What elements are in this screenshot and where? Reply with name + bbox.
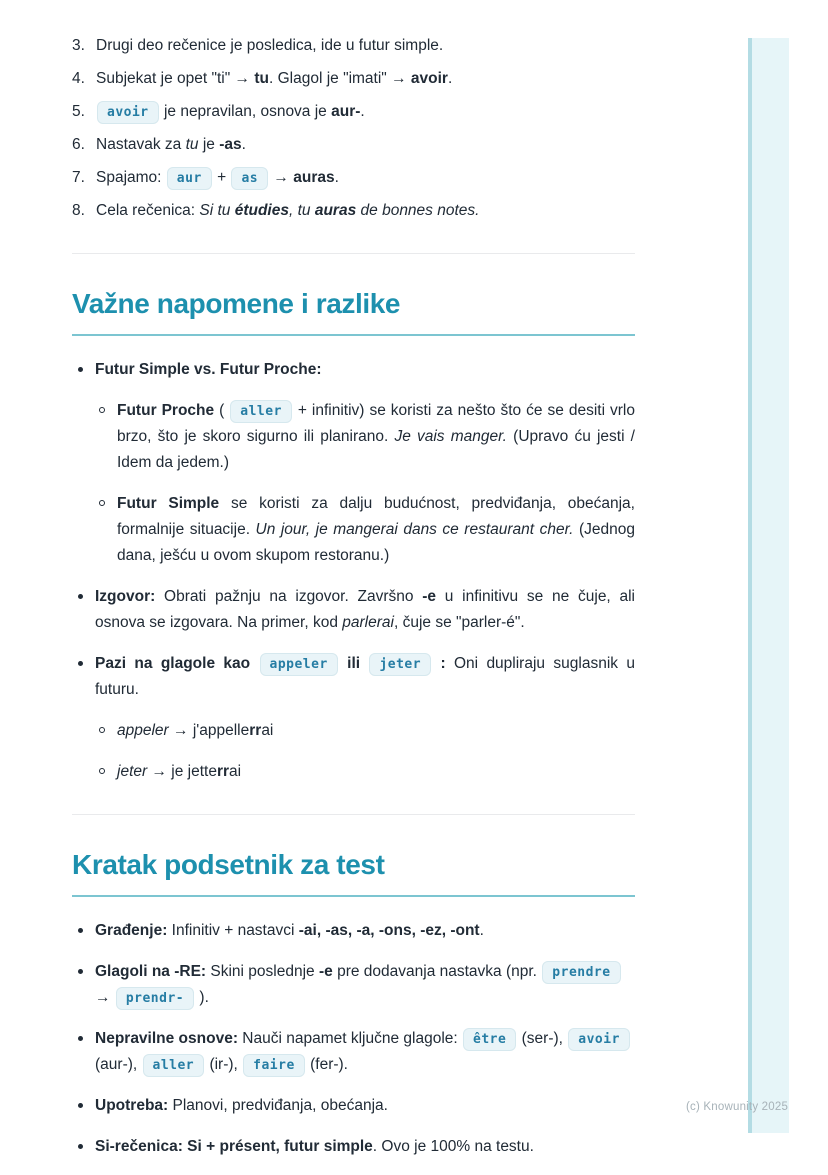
list-item-text: [95, 584, 635, 636]
text-segment: se koristi za dalju budućnost, predviđanja, obećanja, formalnije situacije.: [117, 495, 635, 538]
nested-bullet-item: [95, 398, 635, 476]
text-segment: .: [334, 169, 339, 186]
text-segment: → je jette: [147, 763, 217, 780]
list-item-text: [117, 759, 635, 785]
nested-bullet-item: [95, 759, 635, 785]
text-segment: , tu: [288, 202, 315, 219]
inline-code-chip: avoir: [97, 101, 159, 124]
bullet-item: [72, 959, 635, 1011]
inline-code-chip: appeler: [260, 653, 338, 676]
text-segment: Skini poslednje: [206, 963, 319, 980]
text-segment: .: [479, 922, 484, 939]
text-segment: (fer-).: [305, 1056, 348, 1073]
text-segment: je: [198, 136, 220, 153]
text-segment: pre dodavanja nastavka (npr.: [332, 963, 542, 980]
text-segment: rr: [249, 722, 262, 739]
text-segment: ili: [347, 655, 361, 672]
text-segment: Drugi deo rečenice je posledica, ide u futur simple.: [96, 37, 444, 54]
text-segment: Cela rečenica:: [96, 202, 200, 219]
text-segment: -ai, -as, -a, -ons, -ez, -ont: [298, 922, 480, 939]
right-accent-bar: [748, 38, 789, 1133]
text-segment: .: [360, 103, 365, 120]
text-segment: rr: [216, 763, 230, 780]
bullet-list-podsetnik: [72, 918, 635, 1160]
section-podsetnik: [72, 848, 635, 1160]
list-item-text: [95, 1093, 635, 1119]
text-segment: (aur-),: [95, 1056, 142, 1073]
text-segment: Futur Simple vs. Futur Proche:: [95, 361, 322, 378]
text-segment: Planovi, predviđanja, obećanja.: [168, 1097, 388, 1114]
text-segment: (: [214, 402, 230, 419]
section-napomene: [72, 287, 635, 785]
text-segment: Futur Proche: [117, 402, 215, 419]
numbered-list-item: [72, 66, 635, 92]
text-segment: Glagoli na -RE:: [95, 963, 207, 980]
text-segment: appeler: [117, 722, 169, 739]
text-segment: Nepravilne osnove:: [95, 1030, 238, 1047]
bullet-item: [72, 1093, 635, 1119]
text-segment: ai: [261, 722, 274, 739]
text-segment: de bonnes notes.: [356, 202, 480, 219]
text-segment: →: [95, 989, 115, 1006]
bullet-item: [72, 1026, 635, 1078]
text-segment: , čuje se "parler-é".: [393, 614, 525, 631]
watermark: (c) Knowunity 2025: [686, 1101, 789, 1113]
text-segment: tu: [254, 70, 269, 87]
bullet-item: [72, 918, 635, 944]
inline-code-chip: as: [231, 167, 268, 190]
text-segment: Upotreba:: [95, 1097, 169, 1114]
text-segment: Spajamo:: [96, 169, 166, 186]
text-segment: parlerai: [342, 614, 394, 631]
numbered-list-item: [72, 165, 635, 191]
list-item-text: [96, 99, 635, 125]
text-segment: -e: [318, 963, 333, 980]
list-item-text: [96, 165, 635, 191]
section-title-podsetnik: Kratak podsetnik za test: [72, 848, 635, 897]
list-item-text: [96, 198, 635, 224]
text-segment: étudies: [234, 202, 289, 219]
nested-bullet-list: [95, 718, 635, 785]
nested-bullet-list: [95, 398, 635, 569]
text-segment: Oni dupliraju suglasnik u futuru.: [95, 655, 635, 698]
bullet-item: [72, 357, 635, 569]
inline-code-chip: aller: [230, 400, 292, 423]
text-segment: [250, 655, 258, 672]
text-segment: ).: [195, 989, 209, 1006]
text-segment: auras: [314, 202, 357, 219]
text-segment: +: [212, 169, 231, 186]
text-segment: Je vais manger.: [394, 428, 507, 445]
text-segment: Nastavak za: [96, 136, 186, 153]
text-segment: aur-: [331, 103, 361, 120]
text-segment: avoir: [410, 70, 448, 87]
list-item-text: [96, 66, 635, 92]
list-item-text: [95, 1134, 635, 1160]
text-segment: (Jednog dana, ješću u ovom skupom restoranu.): [117, 521, 636, 564]
inline-code-chip: prendre: [542, 961, 620, 984]
list-item-text: [95, 1026, 635, 1078]
inline-code-chip: être: [463, 1028, 516, 1051]
inline-code-chip: aller: [143, 1054, 205, 1077]
nested-bullet-item: [95, 718, 635, 744]
list-item-text: [96, 33, 635, 59]
list-item-text: [95, 357, 635, 383]
list-item-text: [117, 491, 635, 569]
numbered-list: [72, 33, 635, 224]
numbered-list-item: [72, 132, 635, 158]
section-divider: [72, 814, 635, 815]
text-segment: Nauči napamet ključne glagole:: [238, 1030, 463, 1047]
page-content: [72, 33, 635, 1175]
text-segment: Futur Simple: [117, 495, 220, 512]
numbered-list-item: [72, 198, 635, 224]
section-title-napomene: Važne napomene i razlike: [72, 287, 635, 336]
text-segment: -e: [422, 588, 437, 605]
text-segment: Infinitiv + nastavci: [167, 922, 299, 939]
text-segment: .: [447, 70, 453, 87]
text-segment: Građenje:: [95, 922, 168, 939]
text-segment: (ser-),: [517, 1030, 568, 1047]
text-segment: -as: [219, 136, 242, 153]
section-divider: [72, 253, 635, 254]
text-segment: :: [440, 655, 446, 672]
text-segment: Obrati pažnju na izgovor. Završno: [155, 588, 423, 605]
inline-code-chip: prendr-: [116, 987, 194, 1010]
text-segment: u infinitivu se ne čuje, ali osnova se izgovara. Na primer, kod: [95, 588, 635, 631]
text-segment: Izgovor:: [95, 588, 156, 605]
list-item-text: [95, 918, 635, 944]
numbered-list-item: [72, 33, 635, 59]
inline-code-chip: faire: [243, 1054, 305, 1077]
text-segment: .: [241, 136, 246, 153]
text-segment: (Upravo ću jesti / Idem da jedem.): [117, 428, 635, 471]
text-segment: je nepravilan, osnova je: [159, 103, 332, 120]
text-segment: Si-rečenica: Si + présent, futur simple: [95, 1138, 373, 1155]
list-item-text: [95, 959, 635, 1011]
nested-bullet-item: [95, 491, 635, 569]
text-segment: Si tu: [199, 202, 235, 219]
text-segment: . Ovo je 100% na testu.: [372, 1138, 534, 1155]
list-item-text: [95, 651, 635, 703]
list-item-text: [117, 718, 635, 744]
bullet-item: [72, 1134, 635, 1160]
text-segment: [339, 655, 347, 672]
bullet-list-napomene: [72, 357, 635, 785]
list-item-text: [117, 398, 635, 476]
text-segment: Pazi na glagole kao: [95, 655, 251, 672]
bullet-item: [72, 651, 635, 785]
list-item-text: [96, 132, 635, 158]
text-segment: ai: [229, 763, 242, 780]
text-segment: jeter: [117, 763, 148, 780]
inline-code-chip: jeter: [369, 653, 431, 676]
inline-code-chip: avoir: [568, 1028, 630, 1051]
text-segment: Subjekat je opet "ti" →: [96, 70, 255, 87]
text-segment: (ir-),: [205, 1056, 243, 1073]
inline-code-chip: aur: [167, 167, 212, 190]
text-segment: auras: [293, 169, 335, 186]
numbered-list-item: [72, 99, 635, 125]
text-segment: → j'appelle: [168, 722, 250, 739]
bullet-item: [72, 584, 635, 636]
text-segment: tu: [185, 136, 199, 153]
text-segment: + infinitiv) se koristi za nešto što će se desiti vrlo brzo, što je skoro sigurno ili planirano.: [117, 402, 635, 445]
text-segment: →: [269, 169, 294, 186]
text-segment: . Glagol je "imati" →: [268, 70, 411, 87]
text-segment: Un jour, je mangerai dans ce restaurant cher.: [255, 521, 574, 538]
text-segment: [360, 655, 368, 672]
